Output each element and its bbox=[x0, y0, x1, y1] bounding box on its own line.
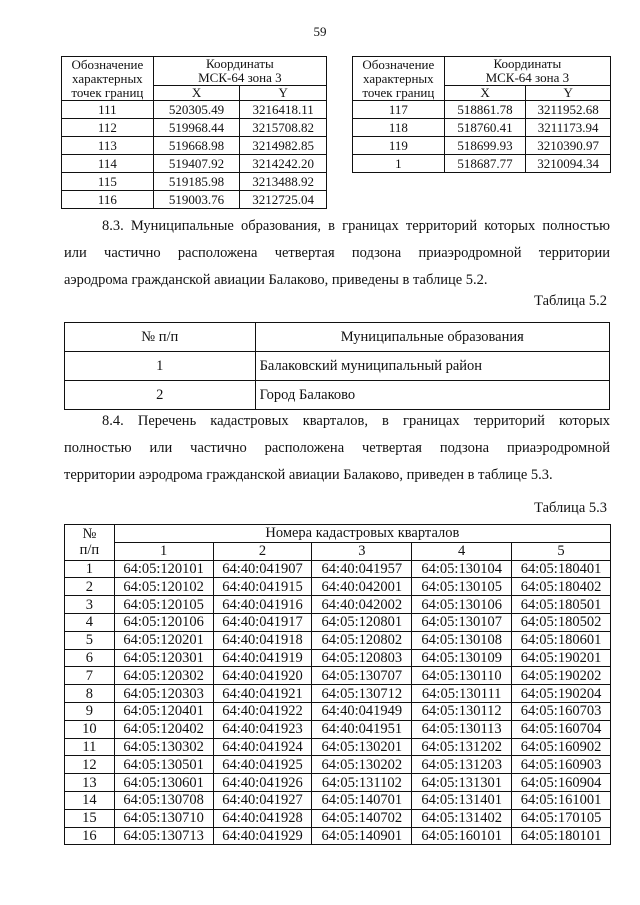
table-cell: 64:05:130713 bbox=[114, 827, 213, 845]
table-cell: 3211952.68 bbox=[526, 101, 611, 119]
table-cell: 64:40:041915 bbox=[213, 578, 312, 596]
table-cell: 518861.78 bbox=[444, 101, 526, 119]
row-number: 11 bbox=[65, 738, 115, 756]
paragraph-line: 8.4. Перечень кадастровых кварталов, в границах территорий которых bbox=[102, 413, 610, 429]
table-row bbox=[62, 119, 327, 137]
table-cell: 64:05:180501 bbox=[512, 596, 611, 614]
cadastral-group-header: Номера кадастровых кварталов bbox=[114, 525, 610, 543]
table-cell: 3212725.04 bbox=[240, 191, 327, 209]
table-cell: 64:40:041925 bbox=[213, 756, 312, 774]
table-cell: 64:05:130302 bbox=[114, 738, 213, 756]
row-number: 6 bbox=[65, 649, 115, 667]
row-number: 1 bbox=[353, 155, 445, 173]
table-cell: 64:05:131301 bbox=[412, 774, 512, 792]
row-number: 13 bbox=[65, 774, 115, 792]
coordinates-table-right bbox=[352, 56, 611, 173]
table-row bbox=[65, 702, 611, 720]
table-cell: 64:05:131203 bbox=[412, 756, 512, 774]
table-cell: 64:05:180101 bbox=[512, 827, 611, 845]
table-cell: 64:05:130104 bbox=[412, 560, 512, 578]
table-cell: 64:40:041919 bbox=[213, 649, 312, 667]
row-number: 115 bbox=[62, 173, 154, 191]
table-row bbox=[65, 560, 611, 578]
row-number: 4 bbox=[65, 613, 115, 631]
table-cell: 64:05:160904 bbox=[512, 774, 611, 792]
table-cell: 3213488.92 bbox=[240, 173, 327, 191]
table-cell: 64:40:041957 bbox=[312, 560, 412, 578]
table-row bbox=[353, 119, 611, 137]
header-line: Обозначение bbox=[71, 56, 144, 72]
table-cell: 64:05:120102 bbox=[114, 578, 213, 596]
num-header: № п/п bbox=[65, 323, 256, 352]
table-cell: 64:05:190204 bbox=[512, 685, 611, 703]
table-cell: 64:05:130112 bbox=[412, 702, 512, 720]
table-cell: 64:05:120101 bbox=[114, 560, 213, 578]
y-header: Y bbox=[526, 86, 611, 101]
table-row bbox=[65, 738, 611, 756]
paragraph-line: территории аэродрома гражданской авиации Балаково, приведен в таблице 5.3. bbox=[64, 467, 553, 483]
table-row bbox=[353, 137, 611, 155]
table-cell: 64:05:130109 bbox=[412, 649, 512, 667]
table-cell: 64:05:190201 bbox=[512, 649, 611, 667]
table-cell: 64:05:161001 bbox=[512, 791, 611, 809]
header-line: Координаты bbox=[206, 56, 274, 71]
table-cell: 3214982.85 bbox=[240, 137, 327, 155]
table-cell: 64:40:041951 bbox=[312, 720, 412, 738]
boundary-points-header bbox=[62, 57, 154, 101]
table-cell: 64:40:041923 bbox=[213, 720, 312, 738]
table-cell: 519407.92 bbox=[153, 155, 240, 173]
coordinates-left-body bbox=[62, 101, 327, 209]
table-cell: 3211173.94 bbox=[526, 119, 611, 137]
table-row bbox=[65, 774, 611, 792]
table-row bbox=[65, 685, 611, 703]
column-header: 1 bbox=[114, 542, 213, 560]
table-cell: 64:40:041907 bbox=[213, 560, 312, 578]
table-row bbox=[62, 155, 327, 173]
table-cell: 64:05:160703 bbox=[512, 702, 611, 720]
table-cell: 64:05:190202 bbox=[512, 667, 611, 685]
table-cell: 64:05:180402 bbox=[512, 578, 611, 596]
table-cell: 64:05:160704 bbox=[512, 720, 611, 738]
row-number: 8 bbox=[65, 685, 115, 703]
header-line: № bbox=[82, 526, 97, 543]
table-cell: 519668.98 bbox=[153, 137, 240, 155]
x-header: X bbox=[444, 86, 526, 101]
table-cell: 64:05:130202 bbox=[312, 756, 412, 774]
header-line: МСК-64 зона 3 bbox=[198, 70, 282, 85]
table-row bbox=[353, 155, 611, 173]
municipalities-table bbox=[64, 322, 610, 410]
table-cell: 64:40:041920 bbox=[213, 667, 312, 685]
header-line: точек границ bbox=[71, 84, 144, 100]
table-cell: 64:40:041918 bbox=[213, 631, 312, 649]
table-cell: 64:05:131401 bbox=[412, 791, 512, 809]
table-cell: 64:05:131102 bbox=[312, 774, 412, 792]
table-cell: 64:05:130201 bbox=[312, 738, 412, 756]
table-cell: 64:05:180401 bbox=[512, 560, 611, 578]
table-cell: 64:05:130111 bbox=[412, 685, 512, 703]
paragraph-8-3 bbox=[64, 213, 610, 294]
table-row bbox=[65, 809, 611, 827]
table-cell: 64:05:120803 bbox=[312, 649, 412, 667]
table-cell: 64:40:041949 bbox=[312, 702, 412, 720]
table-cell: 64:40:041924 bbox=[213, 738, 312, 756]
table-cell: 64:05:130707 bbox=[312, 667, 412, 685]
table-cell: 64:05:120106 bbox=[114, 613, 213, 631]
table-cell: 64:05:120303 bbox=[114, 685, 213, 703]
table-cell: 64:05:120802 bbox=[312, 631, 412, 649]
table-cell: 3214242.20 bbox=[240, 155, 327, 173]
coordinates-header bbox=[153, 57, 326, 86]
row-number: 10 bbox=[65, 720, 115, 738]
table-row bbox=[62, 191, 327, 209]
table-cell: 518760.41 bbox=[444, 119, 526, 137]
table-row bbox=[65, 578, 611, 596]
cadastral-body bbox=[65, 560, 611, 845]
table-cell: 64:05:120402 bbox=[114, 720, 213, 738]
row-number: 15 bbox=[65, 809, 115, 827]
table-5-2-caption: Таблица 5.2 bbox=[534, 293, 607, 309]
table-cell: 64:05:130710 bbox=[114, 809, 213, 827]
table-cell: 64:40:041928 bbox=[213, 809, 312, 827]
column-header: 4 bbox=[412, 542, 512, 560]
row-number: 12 bbox=[65, 756, 115, 774]
table-cell: 3215708.82 bbox=[240, 119, 327, 137]
num-header bbox=[65, 525, 115, 561]
table-cell: 64:05:130110 bbox=[412, 667, 512, 685]
row-number: 112 bbox=[62, 119, 154, 137]
row-number: 113 bbox=[62, 137, 154, 155]
table-row bbox=[65, 720, 611, 738]
table-row bbox=[65, 649, 611, 667]
boundary-points-header bbox=[353, 57, 445, 101]
table-cell: 64:05:160902 bbox=[512, 738, 611, 756]
table-cell: 64:05:120801 bbox=[312, 613, 412, 631]
row-number: 1 bbox=[65, 560, 115, 578]
table-cell: 64:05:120302 bbox=[114, 667, 213, 685]
row-number: 111 bbox=[62, 101, 154, 119]
cadastral-quarters-table bbox=[64, 524, 611, 845]
table-row bbox=[65, 756, 611, 774]
y-header: Y bbox=[240, 86, 327, 101]
table-cell: 3210390.97 bbox=[526, 137, 611, 155]
row-number: 118 bbox=[353, 119, 445, 137]
column-header: 5 bbox=[512, 542, 611, 560]
paragraph-line: полностью или частично расположена четвертая подзона приаэродромной bbox=[64, 440, 610, 456]
table-cell: 64:05:130501 bbox=[114, 756, 213, 774]
municipality-name: Балаковский муниципальный район bbox=[255, 352, 609, 381]
row-number: 7 bbox=[65, 667, 115, 685]
header-line: характерных bbox=[363, 70, 434, 86]
table-cell: 64:05:140701 bbox=[312, 791, 412, 809]
row-number: 2 bbox=[65, 381, 256, 410]
table-cell: 64:05:130106 bbox=[412, 596, 512, 614]
column-header: 3 bbox=[312, 542, 412, 560]
row-number: 117 bbox=[353, 101, 445, 119]
row-number: 116 bbox=[62, 191, 154, 209]
coordinates-right-body bbox=[353, 101, 611, 173]
table-cell: 520305.49 bbox=[153, 101, 240, 119]
table-cell: 64:05:131202 bbox=[412, 738, 512, 756]
table-cell: 64:40:041929 bbox=[213, 827, 312, 845]
row-number: 3 bbox=[65, 596, 115, 614]
table-cell: 64:05:130708 bbox=[114, 791, 213, 809]
table-cell: 64:05:180601 bbox=[512, 631, 611, 649]
table-row bbox=[65, 791, 611, 809]
row-number: 16 bbox=[65, 827, 115, 845]
header-line: характерных bbox=[72, 70, 143, 86]
table-cell: 519003.76 bbox=[153, 191, 240, 209]
table-cell: 64:05:140901 bbox=[312, 827, 412, 845]
row-number: 14 bbox=[65, 791, 115, 809]
table-cell: 518699.93 bbox=[444, 137, 526, 155]
coordinates-table-left bbox=[61, 56, 327, 209]
table-row bbox=[65, 381, 610, 410]
table-row bbox=[65, 667, 611, 685]
header-line: МСК-64 зона 3 bbox=[485, 70, 570, 85]
table-cell: 64:05:120401 bbox=[114, 702, 213, 720]
paragraph-line: или частично расположена четвертая подзона приаэродромной территории bbox=[64, 245, 610, 261]
coordinates-header bbox=[444, 57, 610, 86]
row-number: 2 bbox=[65, 578, 115, 596]
table-cell: 3210094.34 bbox=[526, 155, 611, 173]
row-number: 114 bbox=[62, 155, 154, 173]
municipalities-header: Муниципальные образования bbox=[255, 323, 609, 352]
table-cell: 64:05:140702 bbox=[312, 809, 412, 827]
table-cell: 64:05:120105 bbox=[114, 596, 213, 614]
table-cell: 64:40:042001 bbox=[312, 578, 412, 596]
row-number: 1 bbox=[65, 352, 256, 381]
table-row bbox=[62, 173, 327, 191]
table-cell: 519185.98 bbox=[153, 173, 240, 191]
table-cell: 64:05:160903 bbox=[512, 756, 611, 774]
table-row bbox=[65, 596, 611, 614]
table-cell: 64:05:170105 bbox=[512, 809, 611, 827]
table-cell: 64:40:041916 bbox=[213, 596, 312, 614]
header-line: п/п bbox=[79, 542, 100, 559]
header-line: Обозначение bbox=[362, 56, 435, 72]
header-line: точек границ bbox=[362, 84, 435, 100]
table-cell: 64:05:120201 bbox=[114, 631, 213, 649]
table-cell: 64:40:041922 bbox=[213, 702, 312, 720]
page-number: 59 bbox=[313, 24, 327, 39]
column-header: 2 bbox=[213, 542, 312, 560]
paragraph-line: аэродрома гражданской авиации Балаково, приведены в таблице 5.2. bbox=[64, 272, 488, 288]
table-row bbox=[65, 631, 611, 649]
row-number: 9 bbox=[65, 702, 115, 720]
table-cell: 64:05:130108 bbox=[412, 631, 512, 649]
paragraph-8-4 bbox=[64, 408, 610, 489]
row-number: 5 bbox=[65, 631, 115, 649]
table-cell: 64:40:042002 bbox=[312, 596, 412, 614]
table-cell: 64:05:130105 bbox=[412, 578, 512, 596]
table-row bbox=[65, 613, 611, 631]
table-row bbox=[353, 101, 611, 119]
table-5-3-caption: Таблица 5.3 bbox=[534, 500, 607, 516]
table-cell: 64:40:041927 bbox=[213, 791, 312, 809]
municipality-name: Город Балаково bbox=[255, 381, 609, 410]
table-row bbox=[65, 827, 611, 845]
table-cell: 64:05:130113 bbox=[412, 720, 512, 738]
x-header: X bbox=[153, 86, 240, 101]
table-cell: 64:05:120301 bbox=[114, 649, 213, 667]
table-cell: 64:05:130601 bbox=[114, 774, 213, 792]
table-cell: 64:40:041926 bbox=[213, 774, 312, 792]
table-cell: 64:05:130712 bbox=[312, 685, 412, 703]
table-cell: 64:05:160101 bbox=[412, 827, 512, 845]
table-row bbox=[62, 101, 327, 119]
table-row bbox=[65, 352, 610, 381]
row-number: 119 bbox=[353, 137, 445, 155]
table-row bbox=[62, 137, 327, 155]
table-cell: 519968.44 bbox=[153, 119, 240, 137]
table-cell: 64:40:041921 bbox=[213, 685, 312, 703]
table-cell: 3216418.11 bbox=[240, 101, 327, 119]
header-line: Координаты bbox=[493, 56, 562, 71]
table-cell: 518687.77 bbox=[444, 155, 526, 173]
table-cell: 64:05:180502 bbox=[512, 613, 611, 631]
paragraph-line: 8.3. Муниципальные образования, в границах территорий которых полностью bbox=[102, 218, 610, 234]
table-cell: 64:40:041917 bbox=[213, 613, 312, 631]
table-cell: 64:05:130107 bbox=[412, 613, 512, 631]
table-cell: 64:05:131402 bbox=[412, 809, 512, 827]
